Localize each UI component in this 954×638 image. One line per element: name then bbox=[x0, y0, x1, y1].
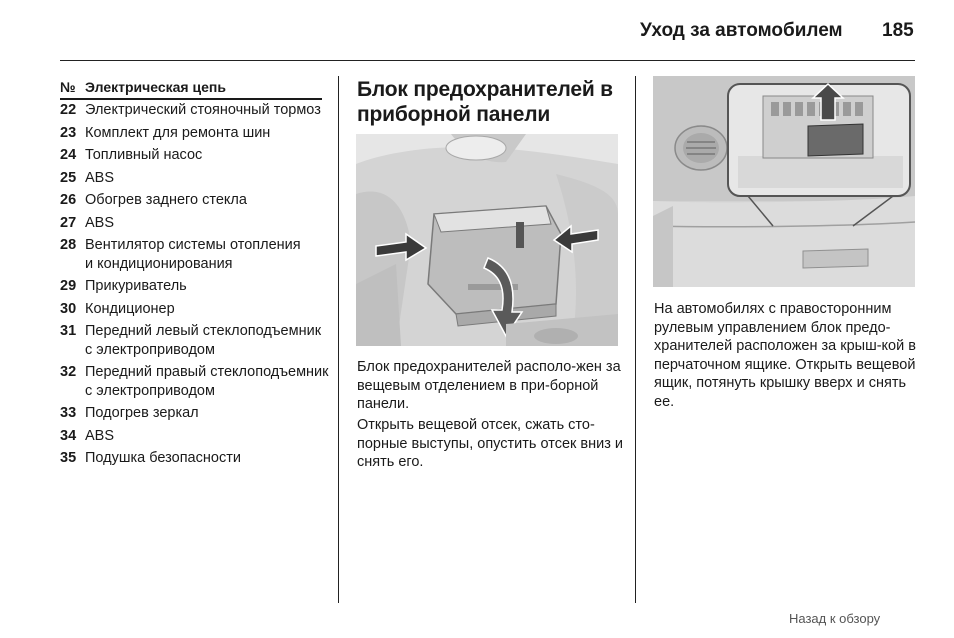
table-header bbox=[60, 79, 322, 100]
right-paragraph-1: На автомобилях с правосторонним рулевым управлением блок предо-хранителей расположен за крыш-кой в перчаточном ящике. Открыть вещевой ящик, потянуть крышку вверх и снять ее. bbox=[654, 301, 916, 410]
row-text: Передний правый стеклоподъемник с электроприводом bbox=[85, 364, 329, 399]
column-divider-right bbox=[635, 76, 636, 603]
row-text: Вентилятор системы отопления и кондиционирования bbox=[85, 237, 301, 272]
table-row bbox=[60, 124, 330, 143]
row-text: Кондиционер bbox=[85, 300, 175, 317]
row-number: 24 bbox=[60, 147, 77, 163]
middle-paragraph-1: Блок предохранителей располо-жен за вещевым отделением в при-борной панели. bbox=[357, 359, 621, 412]
table-row bbox=[60, 449, 330, 468]
row-number: 35 bbox=[60, 450, 77, 466]
row-text: Передний левый стеклоподъемник с электроприводом bbox=[85, 323, 322, 358]
back-to-overview-link[interactable]: Назад к обзору bbox=[789, 611, 881, 626]
table-header-num: № bbox=[60, 79, 76, 95]
row-number: 34 bbox=[60, 427, 77, 444]
row-text: Подушка безопасности bbox=[85, 450, 241, 466]
row-text: Прикуриватель bbox=[85, 278, 187, 294]
row-text: Обогрев заднего стекла bbox=[85, 192, 247, 208]
table-row bbox=[60, 322, 330, 359]
fuse-table bbox=[60, 101, 330, 472]
glovebox-figure bbox=[653, 76, 915, 287]
row-number: 27 bbox=[60, 214, 77, 231]
table-row bbox=[60, 146, 330, 165]
table-row bbox=[60, 169, 330, 188]
header-rule bbox=[60, 60, 915, 61]
table-row bbox=[60, 277, 330, 296]
row-number: 31 bbox=[60, 323, 77, 339]
table-row bbox=[60, 300, 330, 319]
row-text: Электрический стояночный тормоз bbox=[85, 102, 321, 118]
row-number: 26 bbox=[60, 192, 77, 208]
row-number: 22 bbox=[60, 102, 77, 118]
row-text: ABS bbox=[85, 169, 115, 186]
row-number: 29 bbox=[60, 278, 77, 294]
page-number: 185 bbox=[882, 20, 914, 41]
glovebox-illustration bbox=[653, 76, 915, 287]
header-title: Уход за автомобилем bbox=[640, 20, 843, 41]
table-row bbox=[60, 236, 330, 273]
fuse-box-figure bbox=[356, 134, 618, 346]
row-number: 28 bbox=[60, 237, 77, 253]
table-row bbox=[60, 101, 330, 120]
row-number: 32 bbox=[60, 364, 77, 380]
row-text: Комплект для ремонта шин bbox=[85, 124, 271, 141]
dashboard-illustration bbox=[356, 134, 618, 346]
row-number: 23 bbox=[60, 124, 77, 141]
row-text: Топливный насос bbox=[85, 147, 203, 163]
row-number: 33 bbox=[60, 405, 77, 421]
column-divider-left bbox=[338, 76, 339, 603]
section-title: Блок предохранителей в приборной панели bbox=[357, 78, 613, 126]
table-row bbox=[60, 427, 330, 446]
row-text: ABS bbox=[85, 427, 115, 444]
row-number: 30 bbox=[60, 300, 77, 317]
table-header-name: Электрическая цепь bbox=[85, 79, 226, 95]
row-text: Подогрев зеркал bbox=[85, 405, 199, 421]
middle-paragraph-2: Открыть вещевой отсек, сжать сто-порные выступы, опустить отсек вниз и снять его. bbox=[357, 417, 623, 470]
table-row bbox=[60, 404, 330, 423]
table-row bbox=[60, 363, 330, 400]
table-row bbox=[60, 214, 330, 233]
table-row bbox=[60, 191, 330, 210]
row-number: 25 bbox=[60, 169, 77, 186]
row-text: ABS bbox=[85, 214, 115, 231]
